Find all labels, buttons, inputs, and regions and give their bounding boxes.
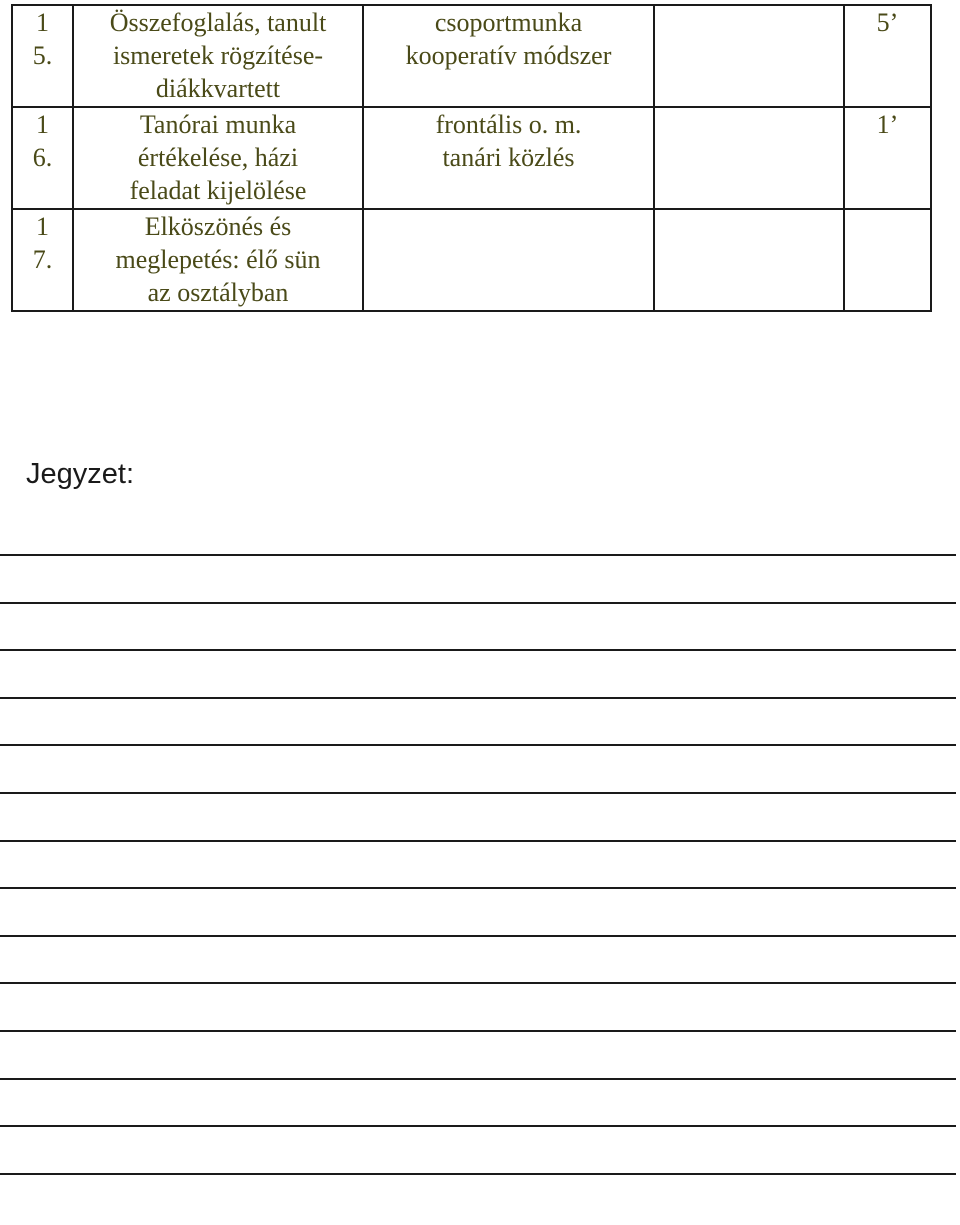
step-number-line1: 1 [36, 8, 49, 37]
method-cell [363, 209, 654, 311]
lesson-plan-table [11, 4, 932, 312]
extra-cell [654, 5, 844, 107]
note-line [0, 935, 956, 937]
step-number-cell [12, 209, 73, 311]
time-cell [844, 5, 931, 107]
step-number-line1: 1 [36, 212, 49, 241]
extra-cell [654, 107, 844, 209]
table-row [12, 107, 931, 209]
step-description-cell [73, 5, 363, 107]
time-text: 1’ [876, 110, 899, 139]
note-line [0, 840, 956, 842]
note-line [0, 1078, 956, 1080]
method-text: frontális o. m. tanári közlés [435, 110, 582, 172]
method-cell [363, 5, 654, 107]
time-text: 5’ [876, 8, 899, 37]
method-cell [363, 107, 654, 209]
step-number-line2: 5. [32, 41, 53, 70]
step-description: Tanórai munka értékelése, házi feladat kijelölése [129, 110, 307, 205]
step-description: Elköszönés és meglepetés: élő sün az osztályban [115, 212, 321, 307]
note-line [0, 982, 956, 984]
step-description-cell [73, 107, 363, 209]
step-description-cell [73, 209, 363, 311]
table-row [12, 209, 931, 311]
table-row [12, 5, 931, 107]
step-number-cell [12, 5, 73, 107]
note-line [0, 887, 956, 889]
step-number-cell [12, 107, 73, 209]
note-line [0, 602, 956, 604]
time-cell [844, 209, 931, 311]
note-line [0, 792, 956, 794]
notes-label: Jegyzet: [26, 458, 134, 490]
extra-cell [654, 209, 844, 311]
note-line [0, 744, 956, 746]
time-cell [844, 107, 931, 209]
note-line [0, 1125, 956, 1127]
step-description: Összefoglalás, tanult ismeretek rögzítése- diákkvartett [109, 8, 327, 103]
method-text: csoportmunka kooperatív módszer [405, 8, 612, 70]
step-number-line2: 6. [32, 143, 53, 172]
step-number-line1: 1 [36, 110, 49, 139]
note-line [0, 649, 956, 651]
step-number-line2: 7. [32, 245, 53, 274]
note-line [0, 697, 956, 699]
note-line [0, 1173, 956, 1175]
note-line [0, 554, 956, 556]
note-line [0, 1030, 956, 1032]
